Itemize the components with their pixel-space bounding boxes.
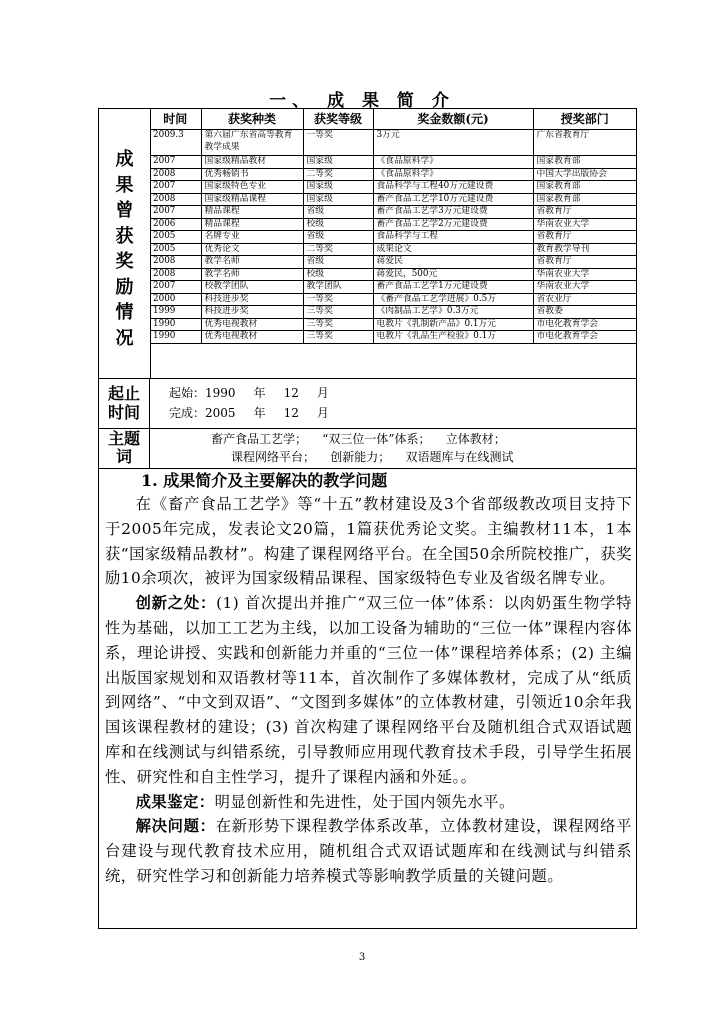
start-month-unit: 月 bbox=[316, 386, 329, 400]
dates-label-text: 起止时间 bbox=[107, 384, 140, 422]
table-row bbox=[150, 218, 636, 231]
awards-section bbox=[99, 109, 636, 379]
table-cell: 国家级 bbox=[303, 181, 373, 194]
table-cell: 2008 bbox=[150, 168, 201, 181]
table-cell: 三等奖 bbox=[303, 306, 373, 319]
table-cell: 精品课程 bbox=[201, 206, 303, 219]
table-cell: 教育教学导刊 bbox=[533, 243, 636, 256]
table-cell: 2007 bbox=[150, 181, 201, 194]
table-cell: 食品科学与工程40万元建设费 bbox=[373, 181, 533, 194]
table-cell: 优秀畅销书 bbox=[201, 168, 303, 181]
table-row bbox=[150, 331, 636, 344]
table-row bbox=[150, 306, 636, 319]
keywords-label bbox=[99, 428, 150, 468]
table-row bbox=[150, 293, 636, 306]
table-cell: 2000 bbox=[150, 293, 201, 306]
awards-side-char: 果 bbox=[115, 174, 134, 196]
table-cell: 电教片《乳品生产检验》0.1万 bbox=[373, 331, 533, 344]
table-cell: 国家级精品教材 bbox=[201, 156, 303, 169]
awards-table bbox=[150, 109, 636, 344]
summary-paragraph-innovation bbox=[105, 591, 632, 789]
table-cell: 教学名师 bbox=[201, 268, 303, 281]
table-cell: 国家级精品课程 bbox=[201, 193, 303, 206]
start-date bbox=[169, 384, 329, 401]
table-cell: 二等奖 bbox=[303, 243, 373, 256]
awards-side-text bbox=[99, 147, 150, 351]
awards-side-char: 获 bbox=[115, 225, 134, 247]
start-month: 12 bbox=[283, 386, 299, 400]
awards-side-char: 曾 bbox=[115, 200, 134, 221]
table-cell: 优秀电视教材 bbox=[201, 331, 303, 344]
awards-side-char: 成 bbox=[115, 149, 134, 170]
table-cell: 第六届广东省高等教育教学成果 bbox=[201, 130, 303, 156]
table-row bbox=[150, 193, 636, 206]
section-title: 一、 成 果 简 介 bbox=[269, 91, 455, 111]
table-cell: 省教育厅 bbox=[533, 231, 636, 244]
table-cell: 国家教育部 bbox=[533, 156, 636, 169]
results-form bbox=[98, 108, 637, 929]
table-cell: 《食品原料学》 bbox=[373, 168, 533, 181]
table-cell: 《畜产食品工艺学进展》0.5万 bbox=[373, 293, 533, 306]
table-cell: 1990 bbox=[150, 331, 201, 344]
table-cell: 1999 bbox=[150, 306, 201, 319]
end-month: 12 bbox=[283, 406, 299, 420]
keywords-line-1: 畜产食品工艺学； “双三位一体”体系； 立体教材； bbox=[211, 432, 506, 446]
summary-paragraph-1: 在《畜产食品工艺学》等“十五”教材建设及3个省部级教改项目支持下于2005年完成，发表论文20篇，1篇获优秀论文奖。主编教材11本，1本获“国家级精品教材”。构建了课程网络平台。在全国50余所院校推广，获奖励10余项次，被评为国家级精品课程、国家级特色专业及省级名牌专业。 bbox=[105, 495, 632, 588]
table-cell: 蒋爱民，500元 bbox=[373, 268, 533, 281]
start-year: 1990 bbox=[205, 386, 236, 400]
summary-heading: 1. 成果简介及主要解决的教学问题 bbox=[141, 471, 388, 490]
awards-side-char: 奖 bbox=[115, 251, 134, 272]
table-cell: 华南农业大学 bbox=[533, 281, 636, 294]
dates-label bbox=[99, 378, 150, 428]
table-cell: 科技进步奖 bbox=[201, 293, 303, 306]
table-cell: 《肉制品工艺学》0.3万元 bbox=[373, 306, 533, 319]
table-cell: 三等奖 bbox=[303, 331, 373, 344]
end-year: 2005 bbox=[205, 406, 236, 420]
table-cell: 蒋爱民 bbox=[373, 256, 533, 269]
keywords-section bbox=[99, 428, 636, 469]
table-cell: 2008 bbox=[150, 193, 201, 206]
table-cell: 市电化教育学会 bbox=[533, 331, 636, 344]
awards-side-label bbox=[99, 109, 151, 378]
start-label: 起始： bbox=[169, 386, 206, 400]
awards-header-cell: 获奖种类 bbox=[201, 109, 303, 130]
table-cell: 华南农业大学 bbox=[533, 218, 636, 231]
table-row bbox=[150, 256, 636, 269]
table-row bbox=[150, 231, 636, 244]
summary-paragraph-appraisal bbox=[105, 790, 632, 815]
table-cell: 3万元 bbox=[373, 130, 533, 156]
awards-header-cell: 获奖等级 bbox=[303, 109, 373, 130]
table-cell: 食品科学与工程 bbox=[373, 231, 533, 244]
table-cell: 电教片《乳制新产品》0.1万元 bbox=[373, 318, 533, 331]
problems-text: 在新形势下课程教学体系改革，立体教材建设，课程网络平台建设与现代教育技术应用，随机组合式双语试题库和在线测试与纠错系统，研究性学习和创新能力培养模式等影响教学质量的关键问题。 bbox=[105, 817, 632, 885]
awards-header-cell: 授奖部门 bbox=[533, 109, 636, 130]
dates-section bbox=[99, 378, 636, 429]
table-cell: 校教学团队 bbox=[201, 281, 303, 294]
table-cell: 2007 bbox=[150, 281, 201, 294]
table-row bbox=[150, 130, 636, 156]
table-cell: 优秀电视教材 bbox=[201, 318, 303, 331]
table-cell: 2007 bbox=[150, 206, 201, 219]
table-cell: 省级 bbox=[303, 256, 373, 269]
table-cell: 一等奖 bbox=[303, 293, 373, 306]
table-cell: 成果论文 bbox=[373, 243, 533, 256]
table-cell: 一等奖 bbox=[303, 130, 373, 156]
table-cell: 2005 bbox=[150, 243, 201, 256]
table-row bbox=[150, 181, 636, 194]
table-row bbox=[150, 318, 636, 331]
awards-side-char: 况 bbox=[115, 327, 134, 349]
awards-side-char: 励 bbox=[115, 276, 134, 298]
innovation-label: 创新之处： bbox=[135, 594, 217, 613]
table-cell: 优秀论文 bbox=[201, 243, 303, 256]
table-cell: 国家教育部 bbox=[533, 193, 636, 206]
table-row bbox=[150, 206, 636, 219]
table-cell: 《食品原料学》 bbox=[373, 156, 533, 169]
table-cell: 1990 bbox=[150, 318, 201, 331]
end-date bbox=[169, 404, 329, 421]
table-cell: 广东省教育厅 bbox=[533, 130, 636, 156]
awards-header-cell: 奖金数额(元) bbox=[373, 109, 533, 130]
table-cell: 畜产食品工艺学10万元建设费 bbox=[373, 193, 533, 206]
table-cell: 2009.3 bbox=[150, 130, 201, 156]
table-cell: 国家级 bbox=[303, 156, 373, 169]
appraisal-label: 成果鉴定： bbox=[135, 792, 215, 811]
page-number: 3 bbox=[358, 952, 366, 963]
table-cell: 省级 bbox=[303, 206, 373, 219]
table-cell: 校级 bbox=[303, 268, 373, 281]
table-cell: 畜产食品工艺学1万元建设费 bbox=[373, 281, 533, 294]
awards-table-body bbox=[150, 130, 636, 344]
table-cell: 国家级 bbox=[303, 193, 373, 206]
table-cell: 精品课程 bbox=[201, 218, 303, 231]
keywords-line-2: 课程网络平台； 创新能力； 双语题库与在线测试 bbox=[231, 450, 514, 464]
table-cell: 华南农业大学 bbox=[533, 268, 636, 281]
keywords-label-text: 主题词 bbox=[107, 429, 140, 466]
table-cell: 中国大学出版协会 bbox=[533, 168, 636, 181]
table-cell: 省教委 bbox=[533, 306, 636, 319]
start-year-unit: 年 bbox=[253, 386, 266, 400]
table-cell: 名牌专业 bbox=[201, 231, 303, 244]
table-cell: 教学团队 bbox=[303, 281, 373, 294]
innovation-text: (1) 首次提出并推广“双三位一体”体系：以肉奶蛋生物学特性为基础，以加工工艺为主线，以加工设备为辅助的“三位一体”课程内容体系，理论讲授、实践和创新能力并重的“三位一体”课程培养体系；(2) 主编出版国家规划和双语教材等11本，首次制作了多媒体教材，完成了从“纸质到网络”、“中文到双语”、“文图到多媒体”的立体教材建，引领近10余年我国该课程教材的建设；(3) 首次构建了课程网络平台及随机组合式双语试题库和在线测试与纠错系统，引导教师应用现代教育技术手段，引导学生拓展性、研究性和自主性学习，提升了课程内涵和外延。。 bbox=[105, 594, 632, 786]
table-row bbox=[150, 281, 636, 294]
summary-paragraph-problems bbox=[105, 814, 632, 888]
table-cell: 科技进步奖 bbox=[201, 306, 303, 319]
awards-side-char: 情 bbox=[115, 302, 134, 323]
table-cell: 2008 bbox=[150, 256, 201, 269]
table-cell: 2007 bbox=[150, 156, 201, 169]
end-year-unit: 年 bbox=[253, 406, 266, 420]
table-cell: 国家级特色专业 bbox=[201, 181, 303, 194]
table-cell: 三等奖 bbox=[303, 318, 373, 331]
appraisal-text: 明显创新性和先进性，处于国内领先水平。 bbox=[214, 792, 515, 811]
table-cell: 畜产食品工艺学3万元建设费 bbox=[373, 206, 533, 219]
table-cell: 二等奖 bbox=[303, 168, 373, 181]
table-cell: 2005 bbox=[150, 231, 201, 244]
table-cell: 省农业厅 bbox=[533, 293, 636, 306]
table-cell: 教学名师 bbox=[201, 256, 303, 269]
table-cell: 省级 bbox=[303, 231, 373, 244]
end-month-unit: 月 bbox=[316, 406, 329, 420]
end-label: 完成： bbox=[169, 406, 206, 420]
table-cell: 省教育厅 bbox=[533, 256, 636, 269]
table-row bbox=[150, 168, 636, 181]
awards-table-header bbox=[150, 109, 636, 130]
table-cell: 校级 bbox=[303, 218, 373, 231]
table-cell: 国家教育部 bbox=[533, 181, 636, 194]
problems-label: 解决问题： bbox=[135, 817, 216, 836]
table-row bbox=[150, 243, 636, 256]
awards-header-cell: 时间 bbox=[150, 109, 201, 130]
table-cell: 市电化教育学会 bbox=[533, 318, 636, 331]
table-row bbox=[150, 268, 636, 281]
table-cell: 2006 bbox=[150, 218, 201, 231]
table-cell: 省教育厅 bbox=[533, 206, 636, 219]
table-cell: 畜产食品工艺学2万元建设费 bbox=[373, 218, 533, 231]
table-row bbox=[150, 156, 636, 169]
summary-section bbox=[105, 470, 632, 889]
table-cell: 2008 bbox=[150, 268, 201, 281]
